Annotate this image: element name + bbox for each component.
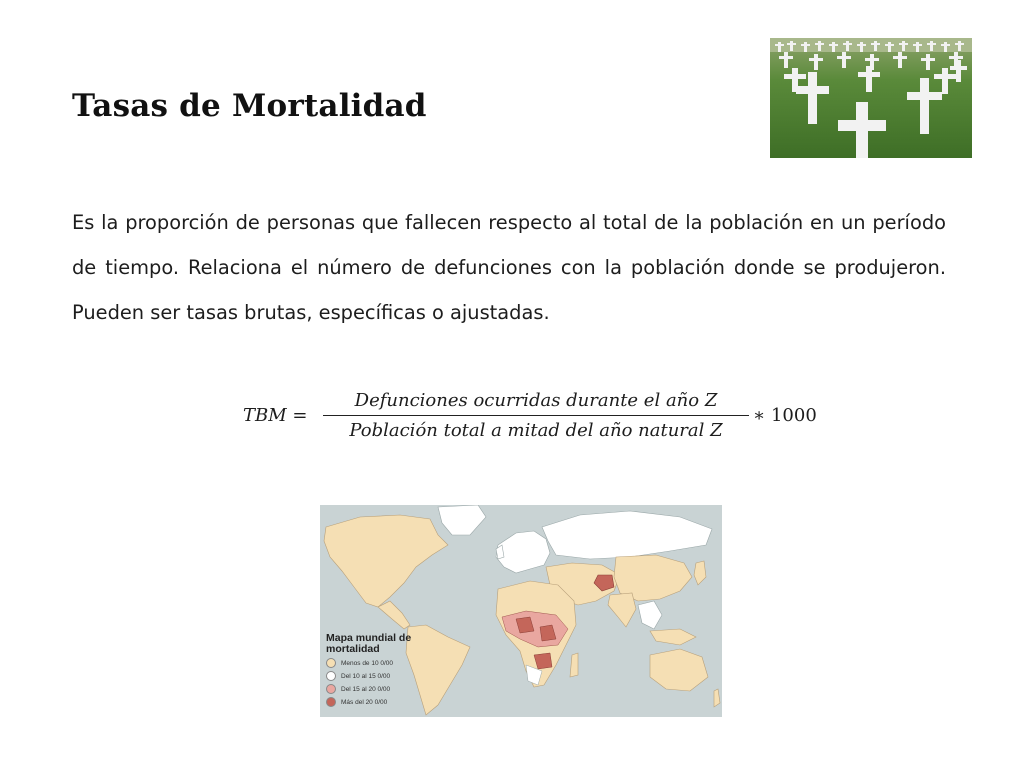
fraction-bar [323,415,749,416]
legend-item [326,684,446,694]
definition-paragraph: Es la proporción de personas que fallecen respecto al total de la población en un período de tiempo. Relaciona el número de defunciones con la población donde se produjeron. Pueden ser tasas brutas, específicas o ajustadas. [72,211,946,324]
legend-label: Del 15 al 20 0/00 [341,685,391,693]
world-mortality-map [320,505,722,717]
legend-item [326,671,446,681]
legend-label: Más del 20 0/00 [341,698,388,706]
legend-swatch [326,684,336,694]
mortality-rate-formula [243,388,823,448]
cemetery-photo [770,38,972,158]
formula-denominator: Población total a mitad del año natural Z [349,420,723,441]
legend-swatch [326,671,336,681]
legend-item [326,658,446,668]
formula-lhs: TBM = [243,405,308,426]
legend-swatch [326,697,336,707]
legend-title: Mapa mundial de mortalidad [326,632,412,655]
legend-item [326,697,446,707]
legend-label: Del 10 al 15 0/00 [341,672,391,680]
legend-swatch [326,658,336,668]
slide-title: Tasas de Mortalidad [72,88,427,124]
map-legend [326,633,446,707]
legend-label: Menos de 10 0/00 [341,659,394,667]
formula-fraction [323,388,749,444]
formula-numerator: Defunciones ocurridas durante el año Z [354,390,718,411]
formula-rhs: ∗ 1000 [753,405,817,426]
